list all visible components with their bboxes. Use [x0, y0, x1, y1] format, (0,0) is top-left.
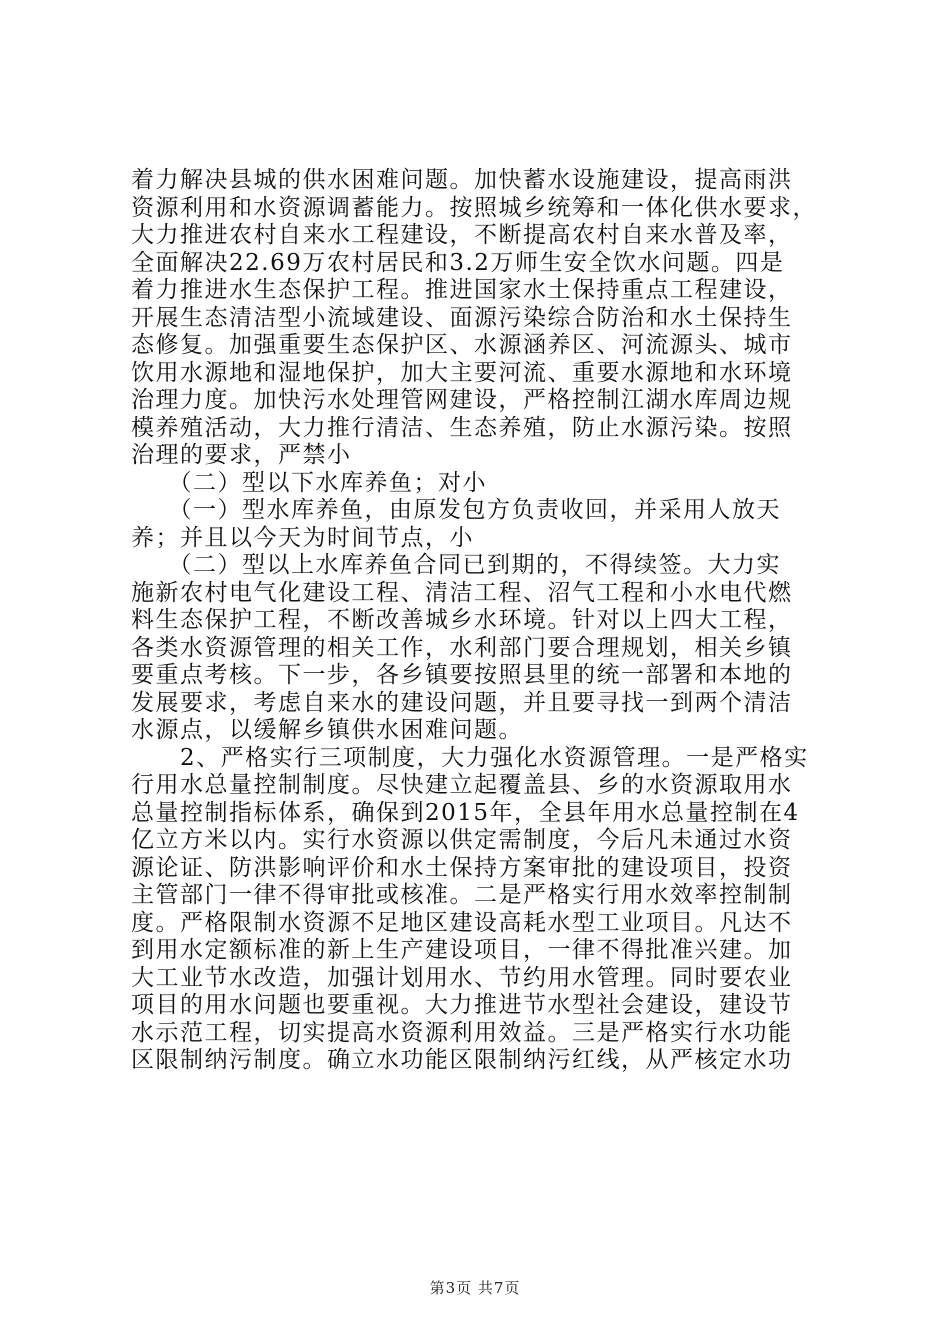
text-line: 资源利用和水资源调蓄能力。按照城乡统筹和一体化供水要求， — [131, 194, 817, 221]
text-line: （二）型以下水库养鱼；对小 — [131, 469, 487, 496]
text-line: 全面解决22.69万农村居民和3.2万师生安全饮水问题。四是 — [131, 249, 785, 276]
text-line: 养；并且以今天为时间节点，小 — [131, 524, 474, 551]
text-line: 治理力度。加快污水处理管网建设，严格控制江湖水库周边规 — [131, 387, 793, 413]
text-line: 着力推进水生态保护工程。推进国家水土保持重点工程建设， — [131, 277, 793, 303]
text-line: 开展生态清洁型小流域建设、面源污染综合防治和水土保持生 — [131, 304, 793, 331]
text-line: 料生态保护工程，不断改善城乡水环境。针对以上四大工程， — [131, 607, 793, 633]
text-line: 大力推进农村自来水工程建设，不断提高农村自来水普及率， — [131, 222, 793, 248]
text-line: 大工业节水改造，加强计划用水、节约用水管理。同时要农业 — [131, 964, 793, 991]
text-line: 水示范工程，切实提高水资源利用效益。三是严格实行水功能 — [131, 1019, 793, 1046]
text-line: 态修复。加强重要生态保护区、水源涵养区、河流源头、城市 — [131, 332, 793, 358]
text-line: 施新农村电气化建设工程、清洁工程、沼气工程和小水电代燃 — [131, 579, 793, 606]
text-line: 发展要求，考虑自来水的建设问题，并且要寻找一到两个清洁 — [131, 689, 793, 716]
text-line: （一）型水库养鱼，由原发包方负责收回，并采用人放天 — [131, 497, 781, 523]
document-body — [131, 167, 831, 1075]
text-line: 区限制纳污制度。确立水功能区限制纳污红线，从严核定水功 — [131, 1047, 793, 1073]
text-line: 着力解决县城的供水困难问题。加快蓄水设施建设，提高雨洪 — [131, 167, 793, 193]
text-line: 治理的要求，严禁小 — [131, 442, 352, 468]
text-line: 行用水总量控制制度。尽快建立起覆盖县、乡的水资源取用水 — [131, 772, 793, 798]
text-line: 饮用水源地和湿地保护，加大主要河流、重要水源地和水环境 — [131, 359, 793, 386]
text-line: 模养殖活动，大力推行清洁、生态养殖，防止水源污染。按照 — [131, 414, 793, 441]
text-line: 到用水定额标准的新上生产建设项目，一律不得批准兴建。加 — [131, 937, 793, 963]
text-line: 各类水资源管理的相关工作，水利部门要合理规划，相关乡镇 — [131, 634, 793, 661]
text-line: 度。严格限制水资源不足地区建设高耗水型工业项目。凡达不 — [131, 909, 793, 936]
text-line: 项目的用水问题也要重视。大力推进节水型社会建设，建设节 — [131, 992, 793, 1018]
text-line: 主管部门一律不得审批或核准。二是严格实行用水效率控制制 — [131, 882, 793, 908]
text-line: 水源点，以缓解乡镇供水困难问题。 — [131, 717, 523, 743]
text-line: 总量控制指标体系，确保到2015年，全县年用水总量控制在4 — [131, 799, 800, 826]
text-line: 源论证、防洪影响评价和水土保持方案审批的建设项目，投资 — [131, 854, 793, 881]
page-footer: 第3页 共7页 — [429, 1279, 521, 1297]
text-line: 2、严格实行三项制度，大力强化水资源管理。一是严格实 — [131, 744, 809, 771]
text-line: 亿立方米以内。实行水资源以供定需制度，今后凡未通过水资 — [131, 827, 793, 853]
text-line: 要重点考核。下一步，各乡镇要按照县里的统一部署和本地的 — [131, 662, 793, 688]
text-line: （二）型以上水库养鱼合同已到期的，不得续签。大力实 — [131, 552, 781, 578]
